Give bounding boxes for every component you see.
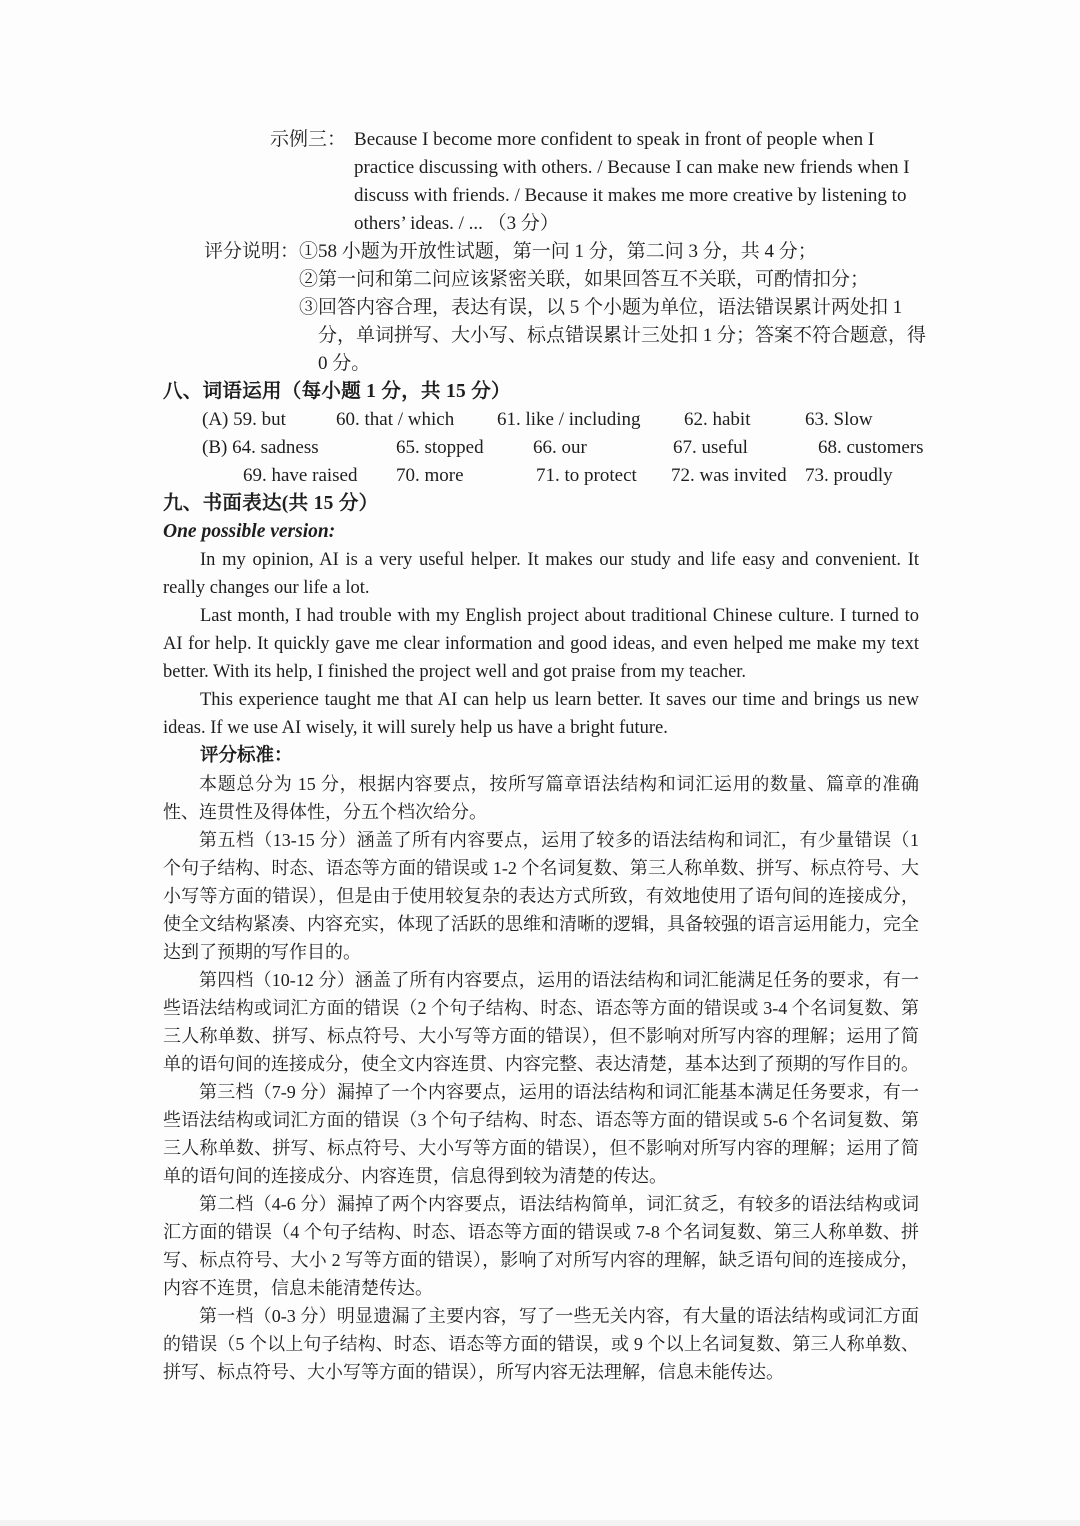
scoring-note-3-line: 分，单词拼写、大小写、标点错误累计三处扣 1 分；答案不符合题意，得 xyxy=(318,325,927,346)
example3-line: others’ ideas. / ... （3 分） xyxy=(354,213,559,234)
essay-paragraph-2: Last month, I had trouble with my English project about traditional Chinese culture. I turned to AI for help. It quickly gave me clear information and good ideas, and even helped me make my text better. With its help, I finished the project well and got praise from my teacher. xyxy=(163,606,919,682)
scoring-notes-label: 评分说明： xyxy=(204,241,300,262)
document-content xyxy=(163,126,927,1386)
scoring-note-1: ①58 小题为开放性试题，第一问 1 分，第二问 3 分，共 4 分； xyxy=(299,241,817,262)
answer-item-62: 62. habit xyxy=(684,409,751,430)
answer-item-61: 61. like / including xyxy=(497,409,641,430)
answer-item-70: 70. more xyxy=(396,465,464,486)
answer-item-63: 63. Slow xyxy=(805,409,873,430)
example3-lines xyxy=(354,126,919,238)
answer-item-59: (A) 59. but xyxy=(202,409,286,430)
answer-row-a xyxy=(163,406,919,434)
rubric-band-4: 第四档（10-12 分）涵盖了所有内容要点，运用的语法结构和词汇能满足任务的要求，有一些语法结构或词汇方面的错误（2 个句子结构、时态、语态等方面的错误或 3-4 个名词复数、第三人称单数、拼写、标点符号、大小写等方面的错误），但不影响对所写内容的理解；运用了简单的语句间的连接成分，使全文内容连贯、内容完整、表达清楚，基本达到了预期的写作目的。 xyxy=(163,970,919,1074)
rubric-band-1: 第一档（0-3 分）明显遗漏了主要内容，写了一些无关内容，有大量的语法结构或词汇方面的错误（5 个以上句子结构、时态、语态等方面的错误，或 9 个以上名词复数、第三人称单数、拼写、标点符号、大小写等方面的错误），所写内容无法理解，信息未能传达。 xyxy=(163,1306,919,1382)
scoring-note-3-line: 0 分。 xyxy=(318,353,371,374)
section8-heading: 八、词语运用（每小题 1 分，共 15 分） xyxy=(163,381,511,402)
answer-item-71: 71. to protect xyxy=(536,465,637,486)
answer-item-69: 69. have raised xyxy=(243,465,358,486)
example3-line: Because I become more confident to speak in front of people when I xyxy=(354,129,875,150)
answer-item-68: 68. customers xyxy=(818,437,924,458)
answer-item-66: 66. our xyxy=(533,437,587,458)
rubric-intro: 本题总分为 15 分，根据内容要点，按所写篇章语法结构和词汇运用的数量、篇章的准确性、连贯性及得体性，分五个档次给分。 xyxy=(163,774,919,822)
answer-item-73: 73. proudly xyxy=(805,465,893,486)
scoring-notes-items xyxy=(299,238,926,378)
answer-row-b xyxy=(163,434,924,462)
rubric-band-2: 第二档（4-6 分）漏掉了两个内容要点，语法结构简单，词汇贫乏，有较多的语法结构或词汇方面的错误（4 个句子结构、时态、语态等方面的错误或 7-8 个名词复数、第三人称单数、拼写、标点符号、大小 2 写等方面的错误），影响了对所写内容的理解，缺乏语句间的连接成分，内容不连贯，信息未能清楚传达。 xyxy=(163,1194,919,1298)
answer-item-64: (B) 64. sadness xyxy=(202,437,319,458)
rubric-title: 评分标准： xyxy=(200,746,293,766)
answer-item-67: 67. useful xyxy=(673,437,748,458)
example3-line: discuss with friends. / Because it makes me more creative by listening to xyxy=(354,185,907,206)
rubric-band-5: 第五档（13-15 分）涵盖了所有内容要点，运用了较多的语法结构和词汇，有少量错误（1 个句子结构、时态、语态等方面的错误或 1-2 个名词复数、第三人称单数、拼写、标点符号、大小写等方面的错误），但是由于使用较复杂的表达方式所致，有效地使用了语句间的连接成分，使全文结构紧凑、内容充实，体现了活跃的思维和清晰的逻辑，具备较强的语言运用能力，完全达到了预期的写作目的。 xyxy=(163,830,919,962)
one-possible-version-label: One possible version: xyxy=(163,521,336,542)
scoring-note-2: ②第一问和第二问应该紧密关联，如果回答互不关联，可酌情扣分； xyxy=(299,269,870,290)
example3-block xyxy=(270,126,919,238)
scoring-note-3-line: ③回答内容合理，表达有误，以 5 个小题为单位，语法错误累计两处扣 1 xyxy=(299,297,903,318)
answer-item-72: 72. was invited xyxy=(671,465,787,486)
answer-item-60: 60. that / which xyxy=(336,409,455,430)
example3-line: practice discussing with others. / Because I can make new friends when I xyxy=(354,157,910,178)
scoring-notes-block xyxy=(204,238,927,378)
answer-row-b2 xyxy=(163,462,919,490)
example3-label: 示例三： xyxy=(270,129,347,150)
essay-paragraph-3: This experience taught me that AI can help us learn better. It saves our time and brings us new ideas. If we use AI wisely, it will surely help us have a bright future. xyxy=(163,690,919,738)
section9-heading: 九、书面表达(共 15 分） xyxy=(163,493,379,514)
answer-item-65: 65. stopped xyxy=(396,437,484,458)
essay-paragraph-1: In my opinion, AI is a very useful helper. It makes our study and life easy and convenient. It really changes our life a lot. xyxy=(163,550,919,598)
rubric-band-3: 第三档（7-9 分）漏掉了一个内容要点，运用的语法结构和词汇能基本满足任务要求，有一些语法结构或词汇方面的错误（3 个句子结构、时态、语态等方面的错误或 5-6 个名词复数、第三人称单数、拼写、标点符号、大小写等方面的错误），但不影响对所写内容的理解；运用了简单的语句间的连接成分、内容连贯，信息得到较为清楚的传达。 xyxy=(163,1082,919,1186)
page-bottom-strip xyxy=(0,1520,1080,1526)
